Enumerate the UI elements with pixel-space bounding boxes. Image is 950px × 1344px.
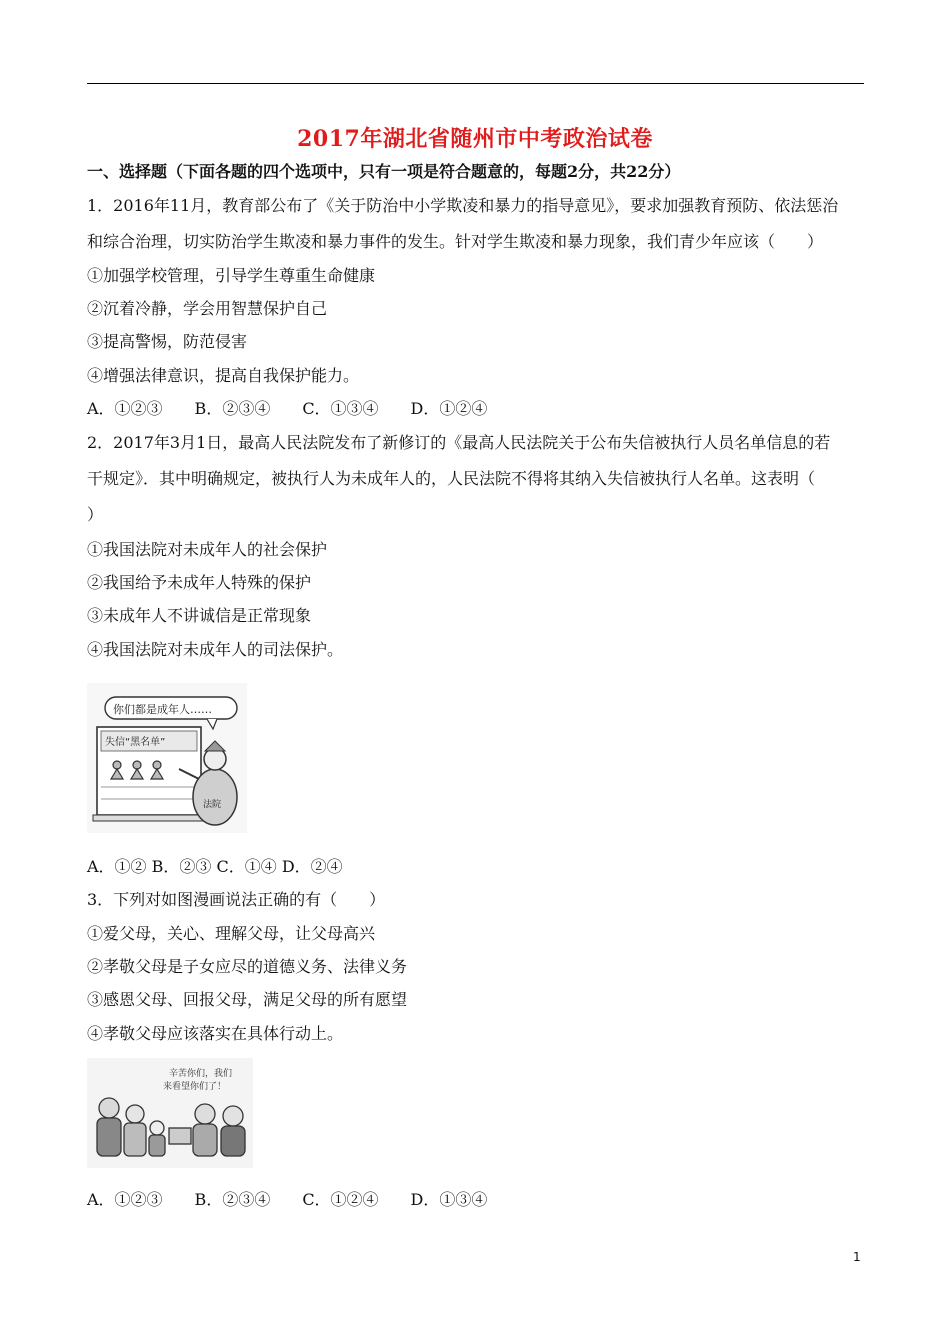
page-title: 2017年湖北省随州市中考政治试卷 bbox=[297, 126, 653, 152]
q2-option-2: ②我国给予未成年人特殊的保护 bbox=[87, 573, 312, 592]
q2-option-4: ④我国法院对未成年人的司法保护。 bbox=[87, 640, 344, 659]
cartoon-caption-line2: 来看望你们了！ bbox=[163, 1082, 227, 1092]
q1-stem-line1: 1．2016年11月，教育部公布了《关于防治中小学欺凌和暴力的指导意见》，要求加强教育预防、依法惩治 bbox=[87, 196, 839, 215]
q2-option-1: ①我国法院对未成年人的社会保护 bbox=[87, 540, 328, 559]
q2-stem-line3: ） bbox=[87, 505, 104, 524]
q1-choices: A．①②③ B．②③④ C．①③④ D．①②④ bbox=[87, 399, 488, 418]
q1-option-1: ①加强学校管理，引导学生尊重生命健康 bbox=[87, 266, 376, 285]
header-rule bbox=[87, 83, 864, 84]
q1-option-4: ④增强法律意识，提高自我保护能力。 bbox=[87, 366, 360, 385]
q1-option-2: ②沉着冷静，学会用智慧保护自己 bbox=[87, 299, 328, 318]
q3-choices: A．①②③ B．②③④ C．①②④ D．①③④ bbox=[87, 1190, 488, 1209]
cartoon-caption-line1: 辛苦你们，我们 bbox=[169, 1069, 233, 1079]
section-heading: 一、选择题（下面各题的四个选项中，只有一项是符合题意的，每题2分，共22分） bbox=[87, 162, 681, 181]
q2-stem-line1: 2．2017年3月1日，最高人民法院发布了新修订的《最高人民法院关于公布失信被执行人员名单信息的若 bbox=[87, 433, 831, 452]
q3-option-1: ①爱父母，关心、理解父母，让父母高兴 bbox=[87, 924, 376, 943]
q3-stem: 3．下列对如图漫画说法正确的有（ ） bbox=[87, 890, 386, 909]
cartoon-speech-text: 你们都是成年人…… bbox=[113, 703, 212, 716]
q3-option-2: ②孝敬父母是子女应尽的道德义务、法律义务 bbox=[87, 957, 408, 976]
q1-stem-line2: 和综合治理，切实防治学生欺凌和暴力事件的发生。针对学生欺凌和暴力现象，我们青少年应该（ ） bbox=[87, 232, 824, 251]
q1-option-3: ③提高警惕，防范侵害 bbox=[87, 332, 248, 351]
q2-choices: A．①② B．②③ C．①④ D．②④ bbox=[87, 857, 343, 876]
page-number: 1 bbox=[853, 1250, 861, 1264]
family-visit-cartoon bbox=[87, 1058, 253, 1168]
q2-stem-line2: 干规定》．其中明确规定，被执行人为未成年人的，人民法院不得将其纳入失信被执行人名单。这表明（ bbox=[87, 469, 816, 488]
cartoon-board-text: 失信“黑名单” bbox=[105, 737, 166, 748]
q3-option-4: ④孝敬父母应该落实在具体行动上。 bbox=[87, 1024, 344, 1043]
q2-option-3: ③未成年人不讲诚信是正常现象 bbox=[87, 606, 312, 625]
q3-option-3: ③感恩父母、回报父母，满足父母的所有愿望 bbox=[87, 990, 408, 1009]
court-blacklist-cartoon bbox=[87, 683, 247, 833]
cartoon-figure-label: 法院 bbox=[203, 800, 222, 810]
